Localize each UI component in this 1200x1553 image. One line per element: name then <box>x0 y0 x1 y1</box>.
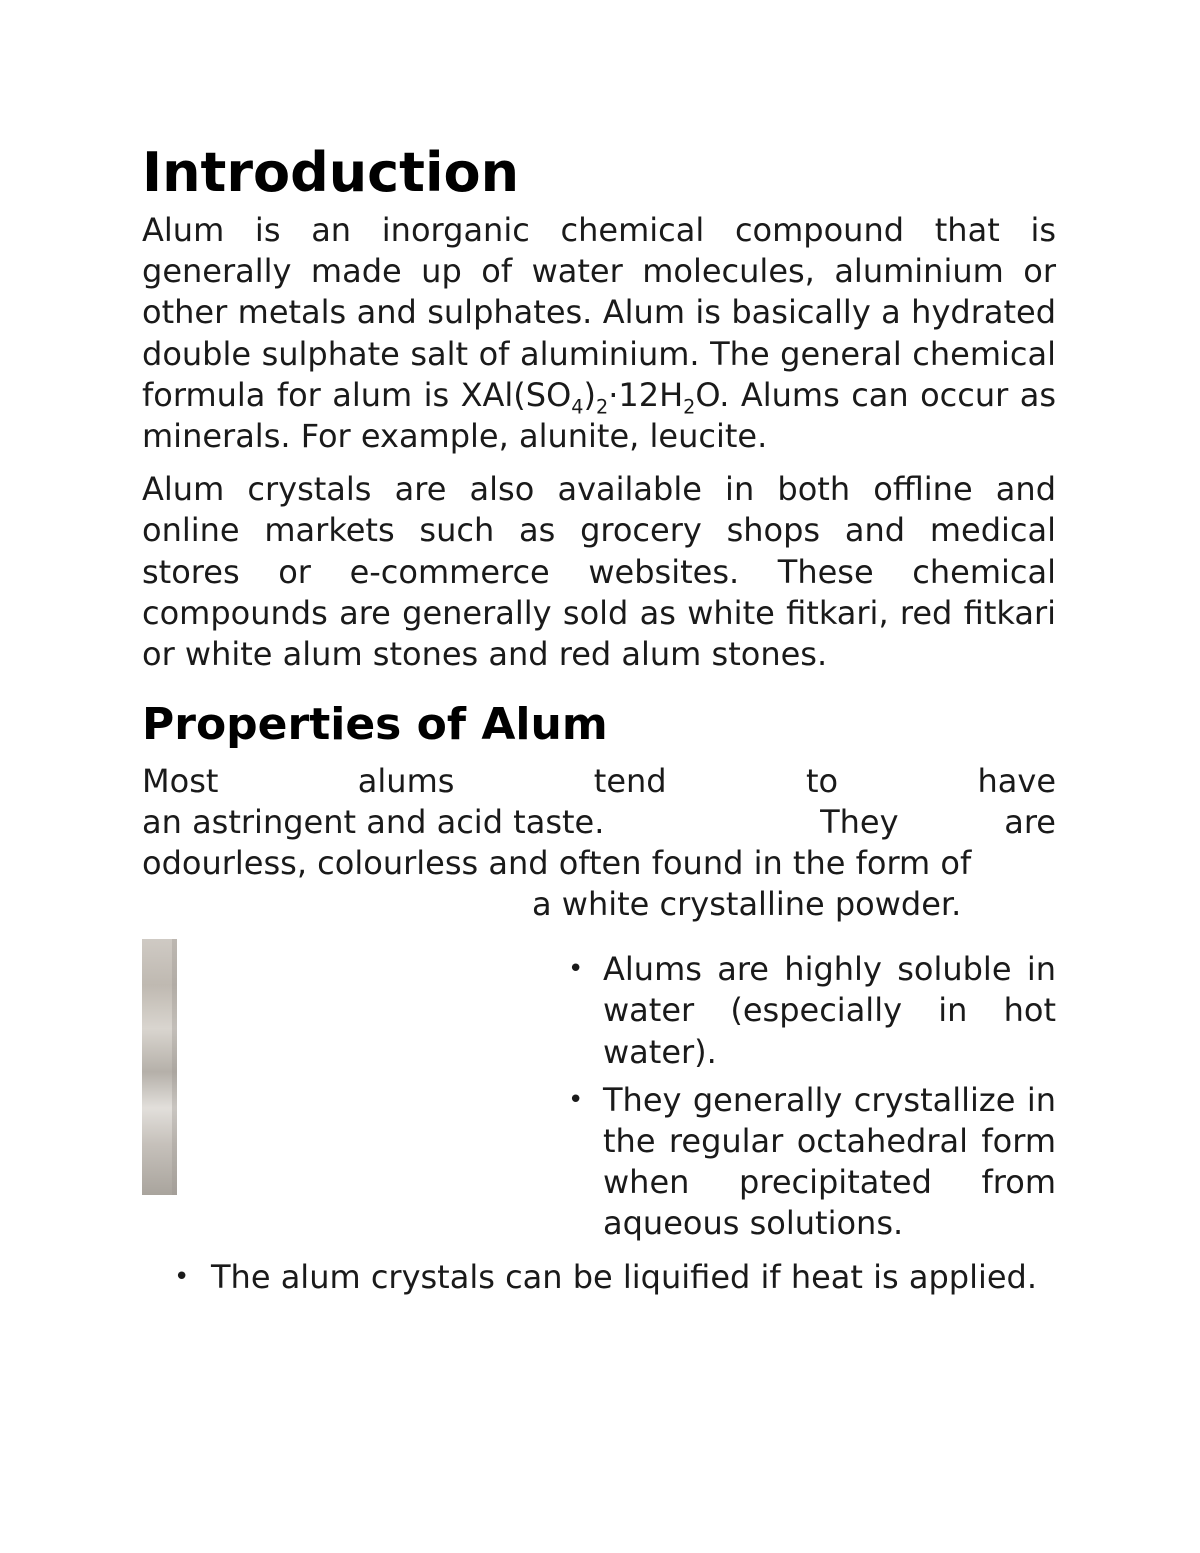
intro-paragraph-1 <box>142 210 1056 457</box>
word: They <box>820 803 899 842</box>
intro-paragraph-2: Alum crystals are also available in both offline and online markets such as grocery shops and medical stores or e-commerce websites. These chemical compounds are generally sold as white fitkari, red fitkari or white alum stones and red alum stones. <box>142 470 1056 674</box>
list-item <box>562 1080 1056 1245</box>
introduction-heading: Introduction <box>142 141 520 204</box>
formula-subscript: 4 <box>571 395 584 419</box>
bullet-icon: • <box>174 1262 190 1293</box>
list-item-text: The alum crystals can be liquified if heat is applied. <box>211 1258 1038 1297</box>
word: have <box>977 762 1056 801</box>
properties-heading: Properties of Alum <box>142 699 608 751</box>
formula-part: ·12H <box>608 375 684 414</box>
bullet-icon: • <box>568 954 584 985</box>
formula-part: ) <box>583 375 596 414</box>
formula-part: O. <box>695 375 730 414</box>
word: to <box>805 762 839 801</box>
properties-line-3: odourless, colourless and often found in the form of <box>142 844 972 883</box>
list-item <box>142 1257 1056 1298</box>
properties-two-column <box>142 937 1056 1257</box>
document-page <box>142 140 1056 1305</box>
properties-bullet-list-right <box>562 949 1056 1251</box>
properties-bullet-list-bottom <box>142 1257 1056 1298</box>
intro-paragraph-1-text: Alum is an inorganic chemical compound that is generally made up of water molecules, aluminium or other metals and sulphates. Alum is basically a hydrated double sulphate salt of aluminium. The general chemical formula for alum is <box>142 211 1056 414</box>
bullet-icon: • <box>568 1084 584 1115</box>
list-item-text: They generally crystallize in the regular octahedral form when precipitated from aqueous solutions. <box>603 1080 1056 1243</box>
properties-line-1 <box>142 761 1056 802</box>
formula-subscript: 2 <box>683 395 696 419</box>
list-item-text: Alums are highly soluble in water (especially in hot water). <box>603 950 1056 1071</box>
word: alums <box>357 762 455 801</box>
alum-formula <box>460 375 730 419</box>
properties-line-4: a white crystalline powder. <box>532 885 962 924</box>
formula-subscript: 2 <box>595 395 609 419</box>
formula-part: XAl(SO <box>460 375 572 414</box>
intro-paragraph-1-end: Alums can occur as minerals. For example, alunite, leucite. <box>142 375 1056 456</box>
alum-crystal-image <box>142 939 177 1195</box>
word: Most <box>142 762 219 801</box>
word: tend <box>593 762 667 801</box>
list-item <box>562 949 1056 1073</box>
word: are <box>1004 803 1056 842</box>
properties-line-2 <box>142 802 1056 843</box>
line-text: an astringent and acid taste. <box>142 803 605 842</box>
